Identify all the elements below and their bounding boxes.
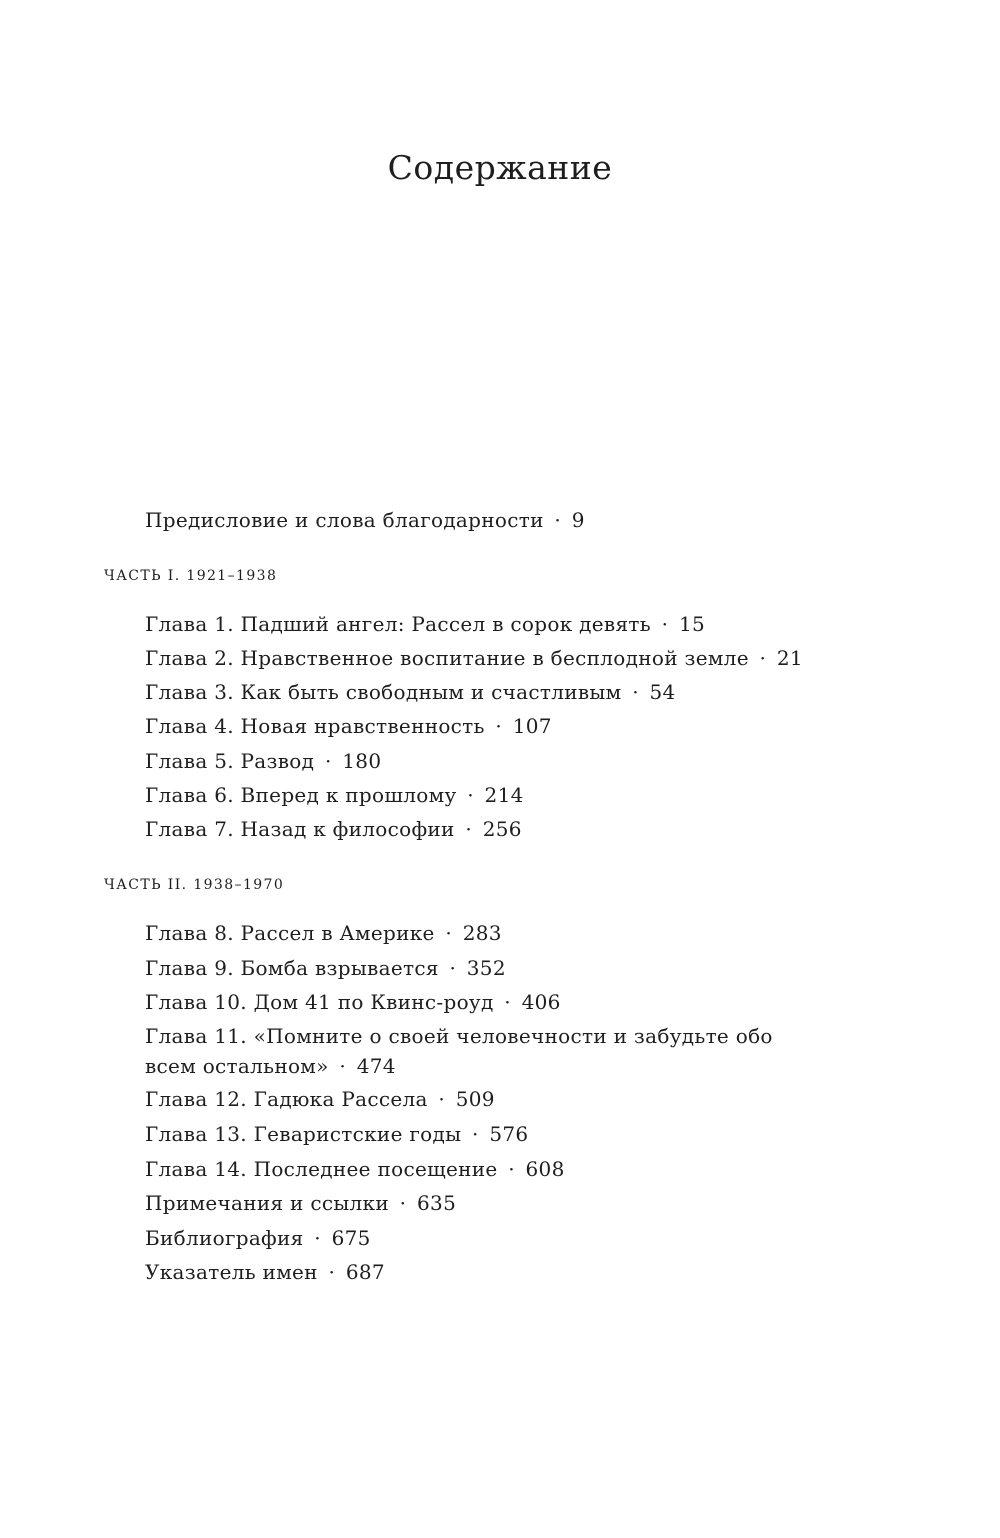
toc-page-number: 675 bbox=[331, 1226, 371, 1250]
toc-page-number: 608 bbox=[525, 1157, 565, 1181]
toc-page-number: 474 bbox=[356, 1054, 396, 1078]
toc-entry-chapter-3 bbox=[145, 677, 676, 707]
toc-entry-label: Глава 7. Назад к философии bbox=[145, 817, 455, 841]
toc-entry-chapter-8 bbox=[145, 918, 502, 948]
toc-entry-preface bbox=[145, 505, 585, 535]
toc-entry-chapter-1 bbox=[145, 609, 705, 639]
toc-separator: · bbox=[445, 921, 453, 945]
toc-page-number: 9 bbox=[571, 508, 585, 532]
toc-separator: · bbox=[661, 612, 669, 636]
toc-separator: · bbox=[467, 783, 474, 807]
toc-page-number: 107 bbox=[512, 714, 552, 738]
toc-entry-label: Глава 5. Развод bbox=[145, 749, 315, 773]
toc-entry-index bbox=[145, 1257, 385, 1287]
toc-page-number: 15 bbox=[678, 612, 706, 636]
toc-page-number: 180 bbox=[342, 749, 382, 773]
toc-page-number: 54 bbox=[649, 680, 676, 704]
toc-entry-label: Глава 11. «Помните о своей человечности и забудьте обо всем остальном» bbox=[145, 1024, 773, 1078]
toc-entry-label: Глава 4. Новая нравственность bbox=[145, 714, 485, 738]
toc-separator: · bbox=[554, 508, 562, 532]
toc-separator: · bbox=[314, 1226, 321, 1250]
toc-page-number: 687 bbox=[345, 1260, 385, 1284]
toc-entry-label: Глава 14. Последнее посещение bbox=[145, 1157, 498, 1181]
toc-entry-notes bbox=[145, 1188, 456, 1218]
toc-entry-label: Глава 12. Гадюка Рассела bbox=[145, 1087, 428, 1111]
toc-entry-label: Глава 1. Падший ангел: Рассел в сорок девять bbox=[145, 612, 651, 636]
toc-separator: · bbox=[339, 1054, 347, 1078]
toc-entry-label: Предисловие и слова благодарности bbox=[145, 508, 544, 532]
toc-separator: · bbox=[632, 680, 639, 704]
toc-separator: · bbox=[328, 1260, 336, 1284]
toc-separator: · bbox=[495, 714, 503, 738]
toc-entry-label: Глава 2. Нравственное воспитание в бесплодной земле bbox=[145, 646, 749, 670]
part-heading-2: ЧАСТЬ II. 1938–1970 bbox=[104, 877, 285, 893]
toc-entry-chapter-6 bbox=[145, 780, 524, 810]
toc-separator: · bbox=[759, 646, 767, 670]
toc-entry-chapter-9 bbox=[145, 953, 506, 983]
toc-page-number: 635 bbox=[417, 1191, 457, 1215]
toc-entry-bibliography bbox=[145, 1223, 371, 1253]
toc-separator: · bbox=[399, 1191, 407, 1215]
toc-separator: · bbox=[324, 749, 332, 773]
toc-entry-label: Глава 3. Как быть свободным и счастливым bbox=[145, 680, 622, 704]
toc-entry-label: Глава 10. Дом 41 по Квинс-роуд bbox=[145, 990, 494, 1014]
toc-page-number: 21 bbox=[776, 646, 803, 670]
toc-entry-chapter-13 bbox=[145, 1119, 528, 1149]
toc-separator: · bbox=[465, 817, 473, 841]
toc-page-number: 214 bbox=[484, 783, 524, 807]
toc-entry-chapter-12 bbox=[145, 1084, 495, 1114]
toc-page-number: 576 bbox=[489, 1122, 529, 1146]
toc-entry-label: Библиография bbox=[145, 1226, 304, 1250]
toc-entry-chapter-14 bbox=[145, 1154, 565, 1184]
toc-entry-chapter-4 bbox=[145, 711, 552, 741]
toc-entry-label: Глава 13. Геваристские годы bbox=[145, 1122, 462, 1146]
toc-entry-chapter-7 bbox=[145, 814, 522, 844]
page-title: Содержание bbox=[387, 148, 613, 187]
toc-separator: · bbox=[472, 1122, 479, 1146]
toc-entry-label: Примечания и ссылки bbox=[145, 1191, 389, 1215]
toc-entry-chapter-10 bbox=[145, 987, 561, 1017]
toc-page-number: 283 bbox=[462, 921, 502, 945]
toc-entry-label: Глава 9. Бомба взрывается bbox=[145, 956, 439, 980]
toc-separator: · bbox=[449, 956, 457, 980]
toc-entry-label: Указатель имен bbox=[145, 1260, 318, 1284]
toc-separator: · bbox=[504, 990, 511, 1014]
toc-entry-chapter-2 bbox=[145, 643, 803, 673]
toc-entry-label: Глава 8. Рассел в Америке bbox=[145, 921, 435, 945]
toc-separator: · bbox=[438, 1087, 446, 1111]
toc-entry-label: Глава 6. Вперед к прошлому bbox=[145, 783, 457, 807]
toc-page-number: 509 bbox=[455, 1087, 495, 1111]
toc-page-number: 256 bbox=[482, 817, 522, 841]
toc-page-number: 406 bbox=[521, 990, 561, 1014]
toc-entry-chapter-5 bbox=[145, 746, 381, 776]
toc-entry-chapter-11 bbox=[145, 1021, 825, 1081]
toc-separator: · bbox=[508, 1157, 515, 1181]
toc-page-number: 352 bbox=[466, 956, 506, 980]
part-heading-1: ЧАСТЬ I. 1921–1938 bbox=[104, 568, 278, 584]
